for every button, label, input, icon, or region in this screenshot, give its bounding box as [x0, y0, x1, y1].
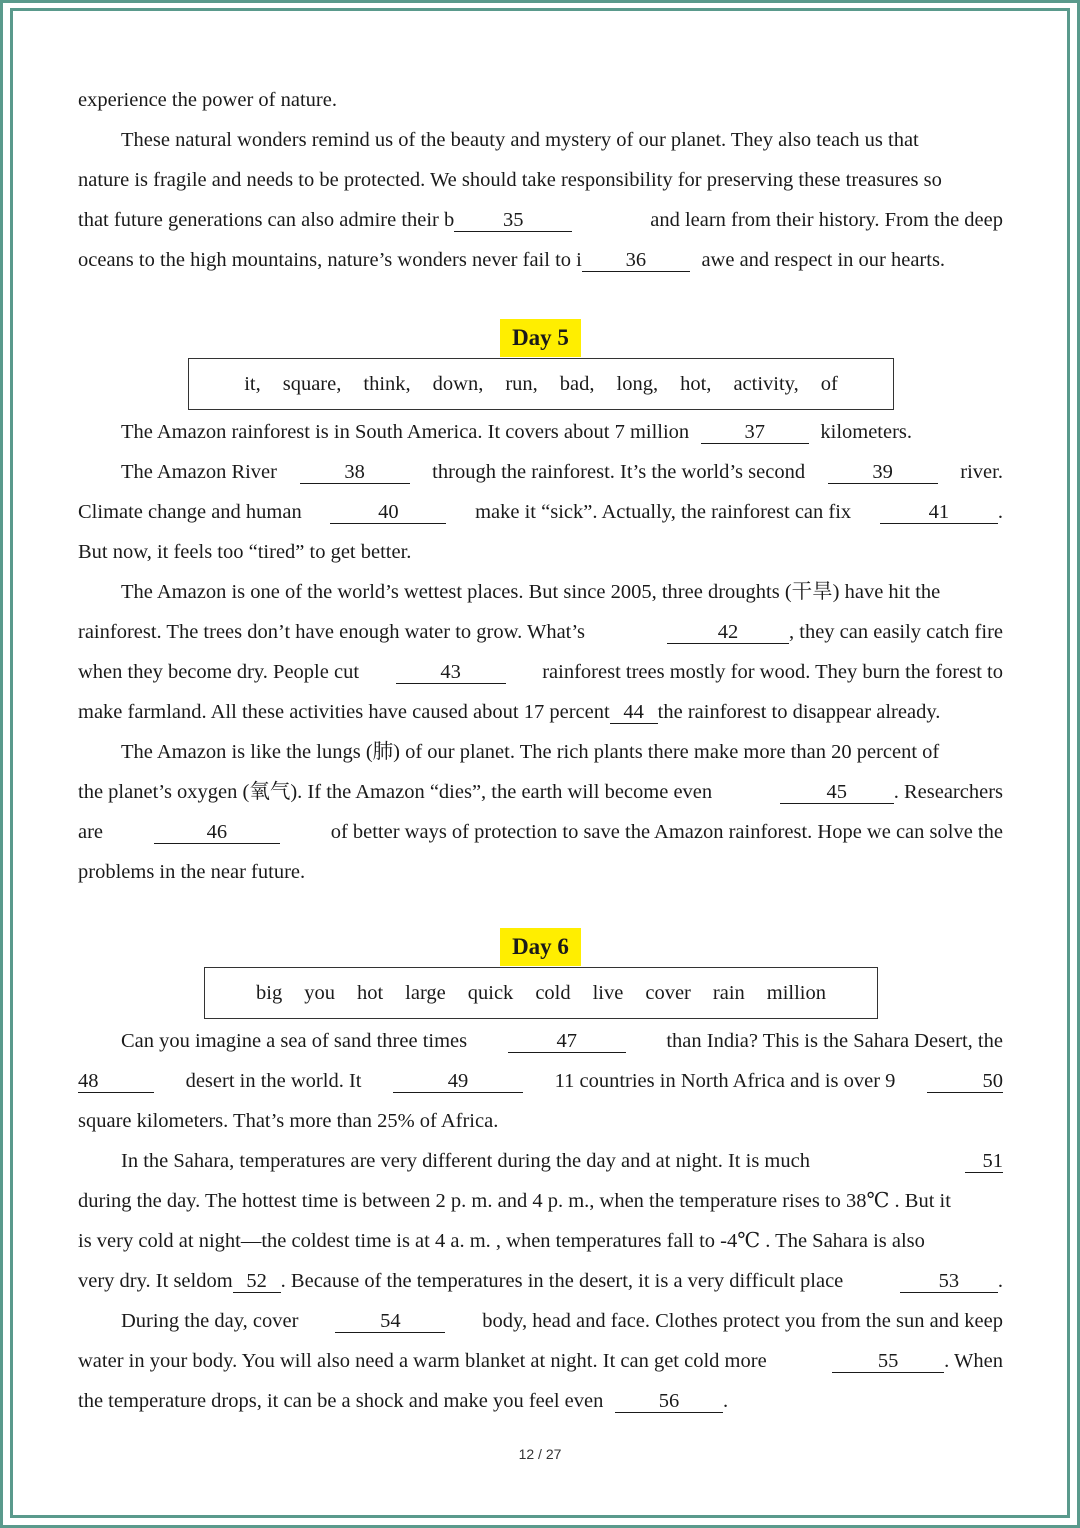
blank-52[interactable]: 52 [233, 1270, 281, 1293]
word: think, [363, 372, 411, 395]
word: run, [505, 372, 538, 395]
text-line: oceans to the high mountains, nature’s wonders never fail to i 36 awe and respect in our hearts. [78, 249, 946, 271]
worksheet-page [78, 80, 1003, 1421]
word: cold [535, 981, 571, 1004]
word: million [766, 981, 826, 1004]
word: hot, [680, 372, 712, 395]
blank-51[interactable]: 51 [965, 1150, 1003, 1173]
blank-36[interactable]: 36 [582, 249, 690, 272]
blank-56[interactable]: 56 [615, 1390, 723, 1413]
blank-42[interactable]: 42 [667, 621, 789, 644]
text-line: square kilometers. That’s more than 25% of Africa. [78, 1110, 499, 1132]
text-line: The Amazon is one of the world’s wettest places. But since 2005, three droughts (干旱) have hit the [121, 581, 941, 603]
text-line: 48 desert in the world. It 49 11 countries in North Africa and is over 9 50 [78, 1070, 1003, 1092]
text-line: These natural wonders remind us of the beauty and mystery of our planet. They also teach us that [121, 129, 919, 151]
blank-35[interactable]: 35 [454, 209, 572, 232]
text-line: During the day, cover 54 body, head and face. Clothes protect you from the sun and keep [121, 1310, 1003, 1332]
word: big [256, 981, 283, 1004]
text-line: when they become dry. People cut 43 rainforest trees mostly for wood. They burn the forest to [78, 661, 1003, 683]
text-line: are 46 of better ways of protection to save the Amazon rainforest. Hope we can solve the [78, 821, 1003, 843]
blank-39[interactable]: 39 [828, 461, 938, 484]
day-5-title: Day 5 [500, 319, 581, 357]
blank-46[interactable]: 46 [154, 821, 280, 844]
word: quick [467, 981, 514, 1004]
word: hot [356, 981, 384, 1004]
text-line: The Amazon rainforest is in South America. It covers about 7 million 37 kilometers. [121, 421, 913, 443]
word: rain [712, 981, 745, 1004]
text-line: experience the power of nature. [78, 89, 337, 111]
text-line: problems in the near future. [78, 861, 306, 883]
blank-41[interactable]: 41 [880, 501, 998, 524]
text-line: the temperature drops, it can be a shock and make you feel even 56 . [78, 1390, 729, 1412]
word: it, [244, 372, 261, 395]
word: you [304, 981, 335, 1004]
text-line: the planet’s oxygen (氧气). If the Amazon “dies”, the earth will become even 45 . Researchers [78, 781, 1003, 803]
blank-49[interactable]: 49 [393, 1070, 523, 1093]
day-5-word-bank [188, 358, 894, 410]
text-line: In the Sahara, temperatures are very different during the day and at night. It is much 51 [121, 1150, 1003, 1172]
blank-43[interactable]: 43 [396, 661, 506, 684]
text-line: The Amazon River 38 through the rainforest. It’s the world’s second 39 river. [121, 461, 1003, 483]
text-line: water in your body. You will also need a warm blanket at night. It can get cold more 55 . When [78, 1350, 1003, 1372]
page-number: 12 / 27 [518, 1446, 562, 1462]
word: activity, [733, 372, 799, 395]
blank-48[interactable]: 48 [78, 1070, 154, 1093]
blank-54[interactable]: 54 [335, 1310, 445, 1333]
blank-37[interactable]: 37 [701, 421, 809, 444]
text-line: Can you imagine a sea of sand three times 47 than India? This is the Sahara Desert, the [121, 1030, 1003, 1052]
text-line: The Amazon is like the lungs (肺) of our planet. The rich plants there make more than 20 percent of [121, 741, 940, 763]
blank-50[interactable]: 50 [927, 1070, 1003, 1093]
word: bad, [559, 372, 595, 395]
blank-55[interactable]: 55 [832, 1350, 944, 1373]
blank-47[interactable]: 47 [508, 1030, 626, 1053]
word: large [405, 981, 446, 1004]
word: long, [616, 372, 659, 395]
text-line: very dry. It seldom 52 . Because of the temperatures in the desert, it is a very difficult place 53 . [78, 1270, 1003, 1292]
text-line: rainforest. The trees don’t have enough water to grow. What’s 42 , they can easily catch fire [78, 621, 1003, 643]
day-6-word-bank [204, 967, 878, 1019]
blank-53[interactable]: 53 [900, 1270, 998, 1293]
blank-40[interactable]: 40 [330, 501, 446, 524]
word: square, [282, 372, 342, 395]
word: of [820, 372, 838, 395]
blank-45[interactable]: 45 [780, 781, 894, 804]
day-5-heading-row [78, 318, 1003, 358]
blank-38[interactable]: 38 [300, 461, 410, 484]
word: cover [645, 981, 691, 1004]
word: live [592, 981, 624, 1004]
text-line: is very cold at night—the coldest time is at 4 a. m. , when temperatures fall to -4℃ . The Sahara is also [78, 1230, 925, 1252]
word: down, [432, 372, 484, 395]
text-line: make farmland. All these activities have caused about 17 percent 44 the rainforest to disappear already. [78, 701, 941, 723]
blank-44[interactable]: 44 [610, 701, 658, 724]
text-line: nature is fragile and needs to be protected. We should take responsibility for preserving these treasures so [78, 169, 942, 191]
day-6-title: Day 6 [500, 928, 581, 966]
text-line: that future generations can also admire their b 35 and learn from their history. From the deep [78, 209, 1003, 231]
day-6-heading-row [78, 927, 1003, 967]
text-line: Climate change and human 40 make it “sick”. Actually, the rainforest can fix 41 . [78, 501, 1003, 523]
text-line: But now, it feels too “tired” to get better. [78, 541, 412, 563]
text-line: during the day. The hottest time is between 2 p. m. and 4 p. m., when the temperature rises to 38℃ . But it [78, 1190, 951, 1212]
